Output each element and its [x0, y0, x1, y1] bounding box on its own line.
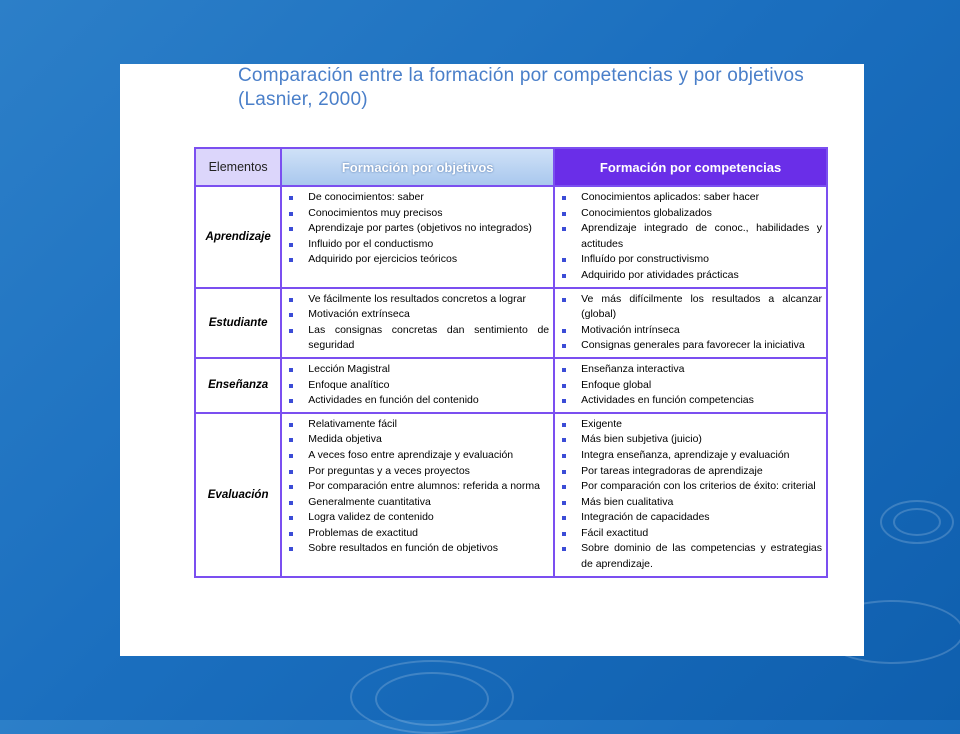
header-elementos: Elementos — [195, 148, 281, 186]
objetivos-cell — [281, 288, 554, 358]
background-ripple — [893, 508, 941, 536]
objetivos-cell — [281, 413, 554, 577]
list-item: Adquirido por atividades prácticas — [581, 268, 822, 284]
list-item: Conocimientos aplicados: saber hacer — [581, 190, 822, 206]
list-item: Logra validez de contenido — [308, 510, 549, 526]
slide-canvas — [120, 64, 864, 656]
list-item: Conocimientos muy precisos — [308, 206, 549, 222]
row-label: Aprendizaje — [195, 186, 281, 288]
list-item: Adquirido por ejercicios teóricos — [308, 252, 549, 268]
competencias-cell — [554, 358, 827, 413]
list-item: Medida objetiva — [308, 432, 549, 448]
list-item: Actividades en función del contenido — [308, 393, 549, 409]
list-item: Influido por el conductismo — [308, 237, 549, 253]
list-item: A veces foso entre aprendizaje y evaluación — [308, 448, 549, 464]
list-item: Relativamente fácil — [308, 417, 549, 433]
header-competencias: Formación por competencias — [554, 148, 827, 186]
list-item: Lección Magistral — [308, 362, 549, 378]
list-item: Más bien subjetiva (juicio) — [581, 432, 822, 448]
competencias-cell — [554, 288, 827, 358]
list-item: Ve fácilmente los resultados concretos a lograr — [308, 292, 549, 308]
objetivos-list — [282, 417, 549, 557]
list-item: Motivación intrínseca — [581, 323, 822, 339]
background-ripple — [375, 672, 489, 726]
list-item: Las consignas concretas dan sentimiento de seguridad — [308, 323, 549, 354]
list-item: Problemas de exactitud — [308, 526, 549, 542]
row-label: Evaluación — [195, 413, 281, 577]
list-item: Integración de capacidades — [581, 510, 822, 526]
competencias-cell — [554, 186, 827, 288]
list-item: Por preguntas y a veces proyectos — [308, 464, 549, 480]
list-item: Ve más difícilmente los resultados a alcanzar (global) — [581, 292, 822, 323]
table-row — [195, 358, 827, 413]
list-item: Actividades en función competencias — [581, 393, 822, 409]
list-item: Enseñanza interactiva — [581, 362, 822, 378]
table-body — [195, 186, 827, 577]
competencias-list — [555, 417, 822, 573]
list-item: Más bien cualitativa — [581, 495, 822, 511]
competencias-list — [555, 292, 822, 354]
list-item: Enfoque analítico — [308, 378, 549, 394]
table-row — [195, 413, 827, 577]
list-item: Fácil exactitud — [581, 526, 822, 542]
objetivos-list — [282, 362, 549, 409]
list-item: Sobre resultados en función de objetivos — [308, 541, 549, 557]
objetivos-list — [282, 292, 549, 354]
competencias-cell — [554, 413, 827, 577]
list-item: Aprendizaje integrado de conoc., habilidades y actitudes — [581, 221, 822, 252]
list-item: De conocimientos: saber — [308, 190, 549, 206]
list-item: Motivación extrínseca — [308, 307, 549, 323]
row-label: Estudiante — [195, 288, 281, 358]
row-label: Enseñanza — [195, 358, 281, 413]
objetivos-cell — [281, 358, 554, 413]
header-objetivos: Formación por objetivos — [281, 148, 554, 186]
list-item: Sobre dominio de las competencias y estrategias de aprendizaje. — [581, 541, 822, 572]
list-item: Conocimientos globalizados — [581, 206, 822, 222]
objetivos-list — [282, 190, 549, 268]
slide-title: Comparación entre la formación por competencias y por objetivos (Lasnier, 2000) — [238, 65, 804, 110]
list-item: Por comparación con los criterios de éxito: criterial — [581, 479, 822, 495]
list-item: Influído por constructivismo — [581, 252, 822, 268]
list-item: Enfoque global — [581, 378, 822, 394]
table-header-row — [195, 148, 827, 186]
competencias-list — [555, 362, 822, 409]
comparison-table — [194, 147, 828, 578]
table-row — [195, 186, 827, 288]
list-item: Integra enseñanza, aprendizaje y evaluación — [581, 448, 822, 464]
objetivos-cell — [281, 186, 554, 288]
list-item: Generalmente cuantitativa — [308, 495, 549, 511]
list-item: Por tareas integradoras de aprendizaje — [581, 464, 822, 480]
list-item: Aprendizaje por partes (objetivos no integrados) — [308, 221, 549, 237]
list-item: Consignas generales para favorecer la iniciativa — [581, 338, 822, 354]
table-row — [195, 288, 827, 358]
competencias-list — [555, 190, 822, 284]
list-item: Por comparación entre alumnos: referida a norma — [308, 479, 549, 495]
list-item: Exigente — [581, 417, 822, 433]
